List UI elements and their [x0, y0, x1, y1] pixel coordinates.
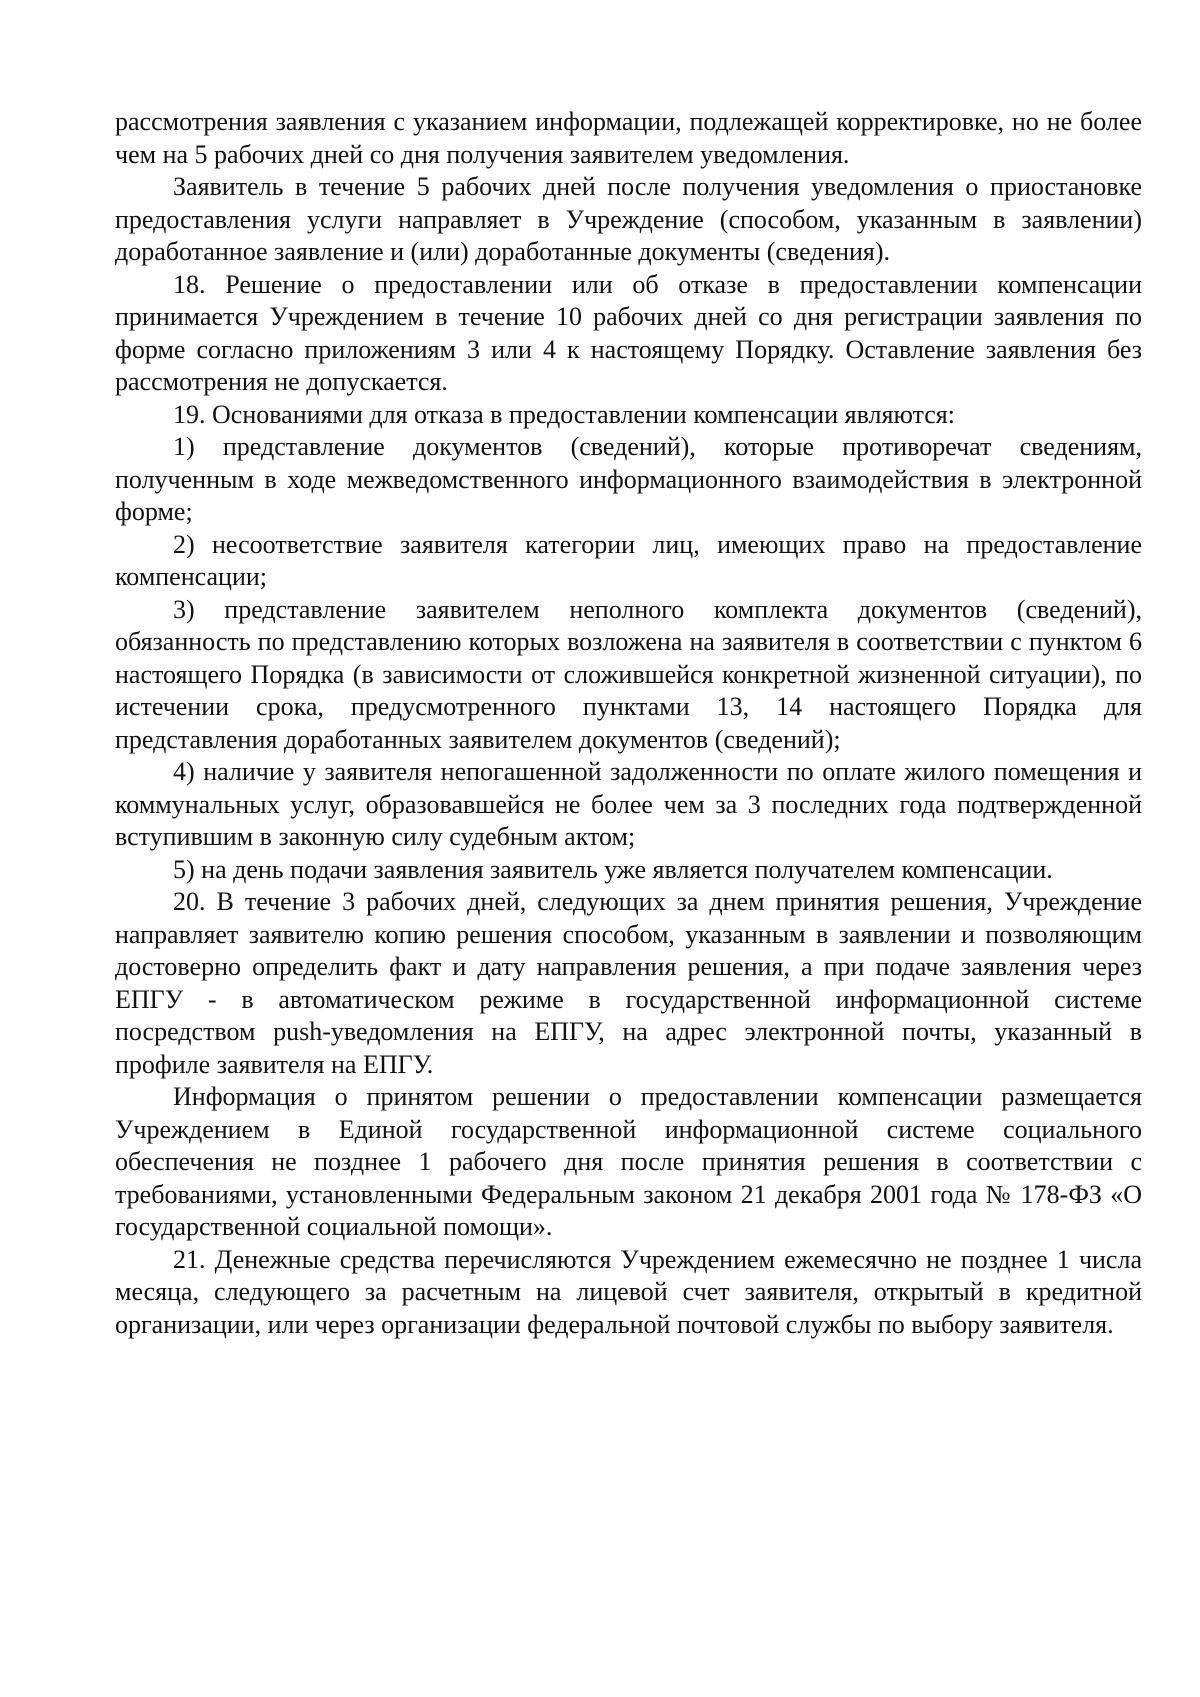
paragraph-item-21: 21. Денежные средства перечисляются Учреждением ежемесячно не позднее 1 числа месяца, следующего за расчетным на лицевой счет заявителя, открытый в кредитной организации, или через организации федеральной почтовой службы по выбору заявителя.: [115, 1244, 1142, 1339]
paragraph-item-19-4: 4) наличие у заявителя непогашенной задолженности по оплате жилого помещения и коммунальных услуг, образовавшейся не более чем за 3 последних года подтвержденной вступившим в законную силу судебным актом;: [115, 757, 1142, 851]
paragraph-item-18: 18. Решение о предоставлении или об отказе в предоставлении компенсации принимается Учреждением в течение 10 рабочих дней со дня регистрации заявления по форме согласно приложениям 3 или 4 к настоящему Порядку. Оставление заявления без рассмотрения не допускается.: [115, 269, 1142, 396]
paragraph-review-notice: рассмотрения заявления с указанием информации, подлежащей корректировке, но не более чем на 5 рабочих дней со дня получения заявителем уведомления.: [115, 107, 1142, 169]
paragraph-item-19-3: 3) представление заявителем неполного комплекта документов (сведений), обязанность по представлению которых возложена на заявителя в соответствии с пунктом 6 настоящего Порядка (в зависимости от сложившейся конкретной жизненной ситуации), по истечении срока, предусмотренного пунктами 13, 14 настоящего Порядка для представления доработанных заявителем документов (сведений);: [115, 594, 1142, 754]
paragraph-applicant-resubmission: Заявитель в течение 5 рабочих дней после получения уведомления о приостановке предоставления услуги направляет в Учреждение (способом, указанным в заявлении) доработанное заявление и (или) доработанные документы (сведения).: [115, 172, 1142, 266]
paragraph-item-19-1: 1) представление документов (сведений), которые противоречат сведениям, полученным в ходе межведомственного информационного взаимодействия в электронной форме;: [115, 432, 1142, 526]
paragraph-item-19-2: 2) несоответствие заявителя категории лиц, имеющих право на предоставление компенсации;: [115, 529, 1142, 591]
paragraph-item-19-5: 5) на день подачи заявления заявитель уже является получателем компенсации.: [173, 854, 1053, 884]
paragraph-item-19: 19. Основаниями для отказа в предоставлении компенсации являются:: [173, 399, 955, 429]
paragraph-decision-info: Информация о принятом решении о предоставлении компенсации размещается Учреждением в Единой государственной информационной системе социального обеспечения не позднее 1 рабочего дня после принятия решения в соответствии с требованиями, установленными Федеральным законом 21 декабря 2001 года № 178-ФЗ «О государственной социальной помощи».: [115, 1082, 1142, 1241]
document-body: [115, 106, 1142, 1341]
paragraph-item-20: 20. В течение 3 рабочих дней, следующих за днем принятия решения, Учреждение направляет заявителю копию решения способом, указанным в заявлении и позволяющим достоверно определить факт и дату направления решения, а при подаче заявления через ЕПГУ - в автоматическом режиме в государственной информационной системе посредством push-уведомления на ЕПГУ, на адрес электронной почты, указанный в профиле заявителя на ЕПГУ.: [115, 887, 1142, 1079]
